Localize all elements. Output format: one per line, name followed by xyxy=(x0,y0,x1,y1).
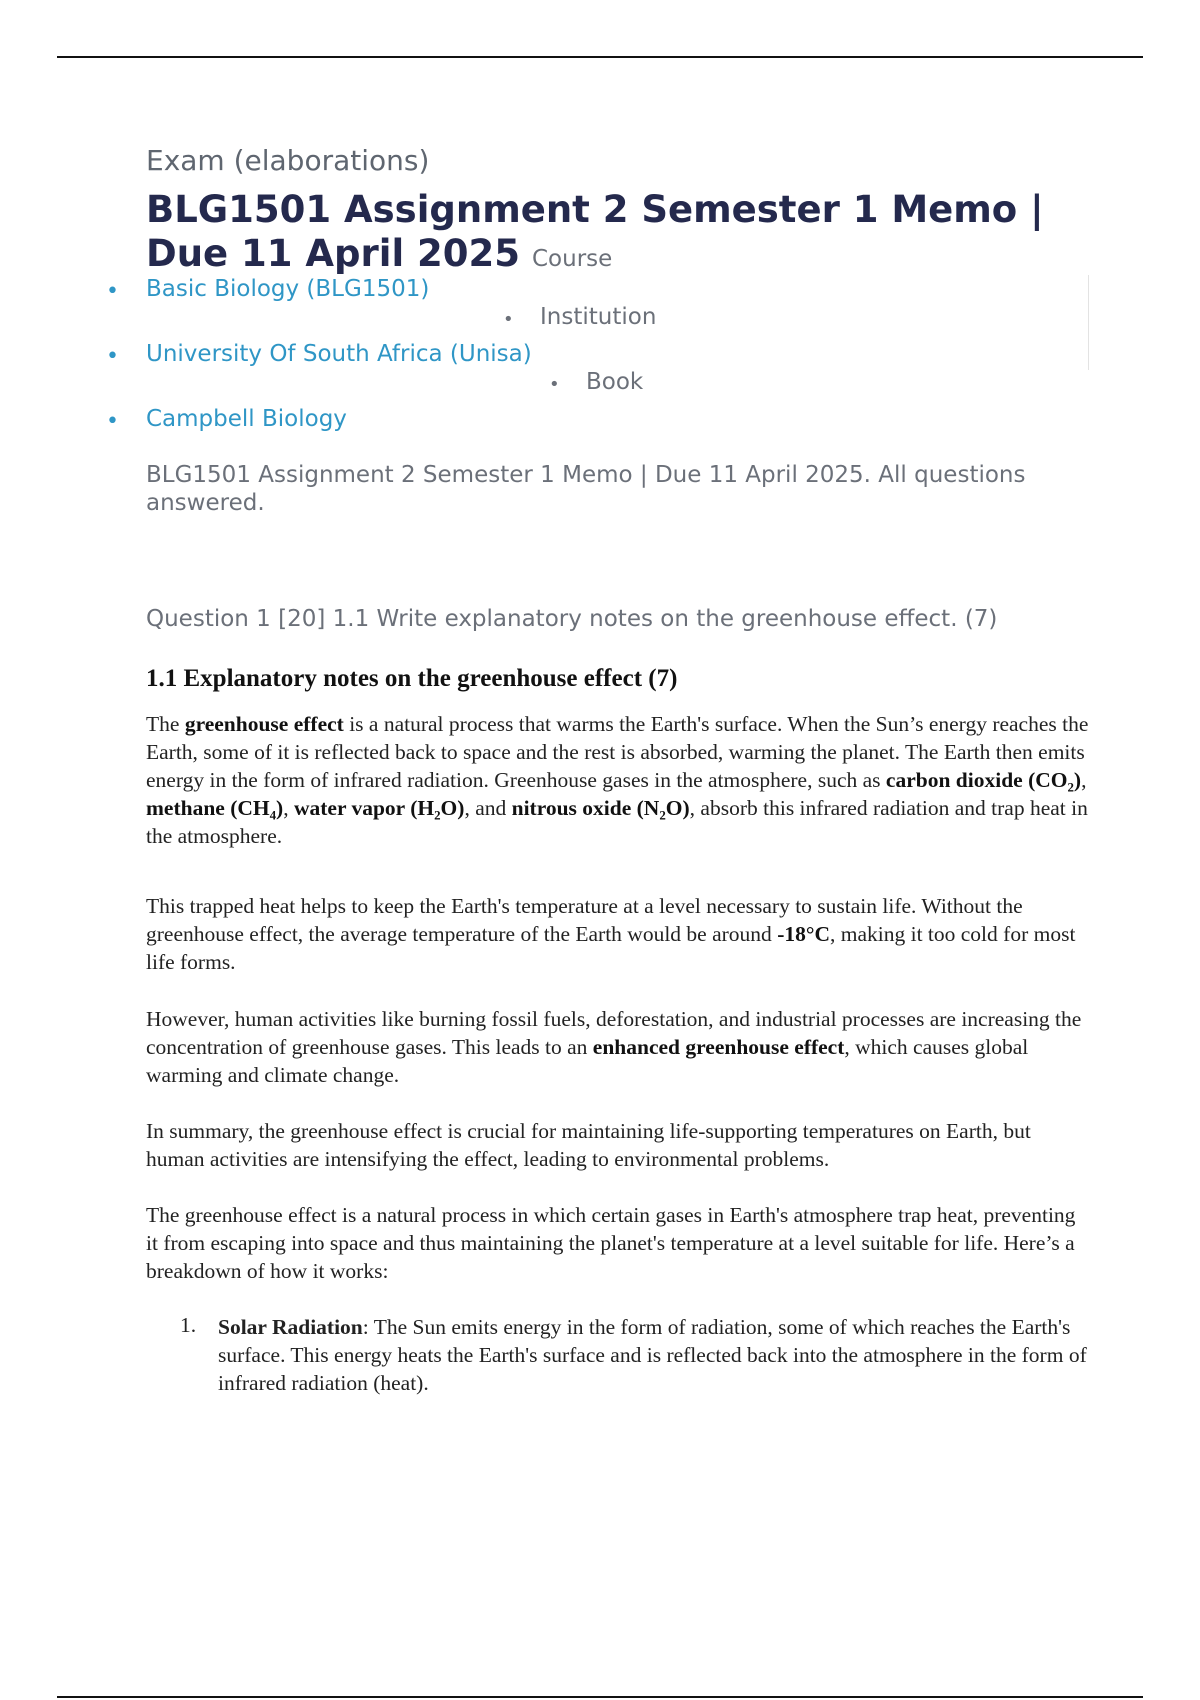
bold-term: enhanced greenhouse effect xyxy=(592,1035,845,1059)
institution-link[interactable]: University Of South Africa (Unisa) xyxy=(146,341,532,367)
title-text: BLG1501 Assignment 2 Semester 1 Memo | Due 11 April 2025 xyxy=(146,188,1044,275)
text-run: , making it too cold for most life forms. xyxy=(146,922,1076,974)
course-label: Course xyxy=(532,246,613,272)
text-run: , xyxy=(1081,768,1087,792)
text-run: : The Sun emits energy in the form of radiation, some of which reaches the Earth's surface. This energy heats the Earth's surface and is reflected back into the atmosphere in the form of infrared radiation (heat). xyxy=(218,1315,1087,1395)
bold-term: methane (CH₄) xyxy=(146,796,284,820)
list-number: 1. xyxy=(180,1313,197,1337)
text-run: , and xyxy=(464,796,512,820)
text-run: is a natural process that warms the Earth's surface. When the Sun’s energy reaches the Earth, some of it is reflected back to space and the rest is absorbed, warming the planet. The Earth then emits energy in the form of infrared radiation. Greenhouse gases in the atmosphere, such as xyxy=(146,712,1089,792)
bold-term: greenhouse effect xyxy=(184,712,344,736)
bold-term: Solar Radiation xyxy=(218,1315,363,1339)
paragraph-3 xyxy=(146,1005,1091,1089)
bullet-icon: • xyxy=(106,344,119,369)
paragraph-5: The greenhouse effect is a natural process in which certain gases in Earth's atmosphere trap heat, preventing it from escaping into space and thus maintaining the planet's temperature at a level suitable for life. Here’s a breakdown of how it works: xyxy=(146,1203,1076,1283)
page-title xyxy=(146,188,1086,281)
bold-term: carbon dioxide (CO₂) xyxy=(885,768,1082,792)
bottom-rule xyxy=(57,1696,1143,1698)
book-label: Book xyxy=(586,369,644,395)
book-link[interactable]: Campbell Biology xyxy=(146,406,347,432)
institution-label: Institution xyxy=(540,304,657,330)
bullet-icon: • xyxy=(549,374,560,395)
document-summary: BLG1501 Assignment 2 Semester 1 Memo | Due 11 April 2025. All questions answered. xyxy=(146,462,1026,516)
paragraph-1 xyxy=(146,710,1091,850)
course-link[interactable]: Basic Biology (BLG1501) xyxy=(146,276,430,302)
text-run: The xyxy=(146,712,185,736)
section-heading: 1.1 Explanatory notes on the greenhouse effect (7) xyxy=(146,665,678,692)
top-rule xyxy=(57,56,1143,58)
paragraph-2 xyxy=(146,892,1091,976)
bold-term: -18°C xyxy=(777,922,830,946)
bold-term: water vapor (H₂O) xyxy=(293,796,465,820)
bold-term: nitrous oxide (N₂O) xyxy=(511,796,690,820)
document-type: Exam (elaborations) xyxy=(146,144,430,177)
question-text: Question 1 [20] 1.1 Write explanatory notes on the greenhouse effect. (7) xyxy=(146,606,998,632)
vertical-divider xyxy=(1088,275,1089,370)
text-run: , xyxy=(283,796,294,820)
list-item xyxy=(218,1313,1093,1397)
bullet-icon: • xyxy=(503,309,514,330)
text-run: , which causes global warming and climate change. xyxy=(146,1035,1029,1087)
bullet-icon: • xyxy=(106,409,119,434)
text-run: This trapped heat helps to keep the Earth's temperature at a level necessary to sustain life. Without the greenhouse effect, the average temperature of the Earth would be around xyxy=(146,894,1023,946)
bullet-icon: • xyxy=(106,279,119,304)
text-run: However, human activities like burning fossil fuels, deforestation, and industrial processes are increasing the concentration of greenhouse gases. This leads to an xyxy=(146,1007,1082,1059)
paragraph-4: In summary, the greenhouse effect is crucial for maintaining life-supporting temperatures on Earth, but human activities are intensifying the effect, leading to environmental problems. xyxy=(146,1119,1031,1171)
text-run: , absorb this infrared radiation and trap heat in the atmosphere. xyxy=(146,796,1088,848)
